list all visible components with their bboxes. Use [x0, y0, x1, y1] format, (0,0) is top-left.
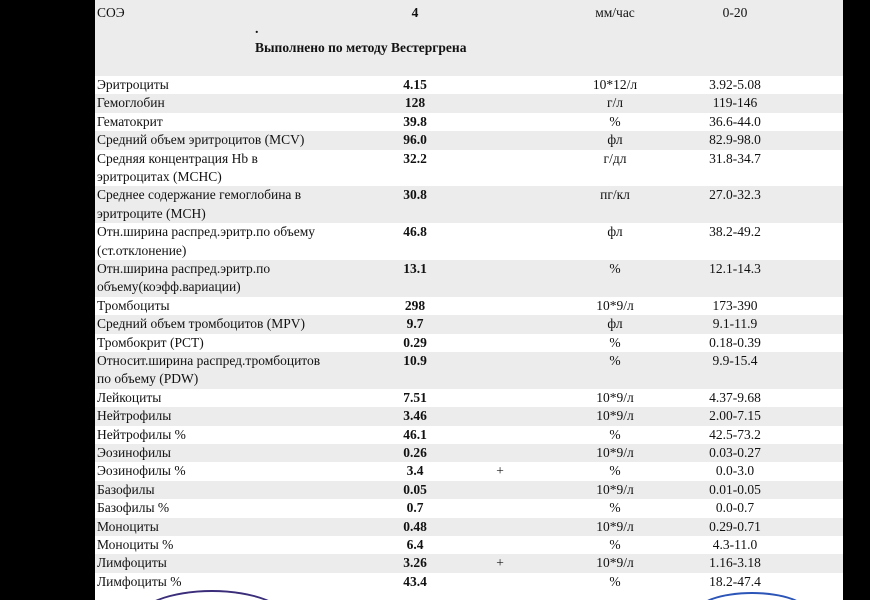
- param-name: Лимфоциты: [97, 555, 167, 571]
- param-value: 39.8: [403, 113, 427, 129]
- param-unit: %: [609, 334, 621, 350]
- param-name: Эритроциты: [97, 77, 169, 92]
- param-name: Нейтрофилы %: [97, 426, 186, 442]
- method-dot: .: [255, 22, 259, 37]
- param-name: Базофилы: [97, 481, 155, 497]
- param-name: Эозинофилы: [97, 445, 171, 460]
- param-value: 43.4: [403, 573, 427, 589]
- stamp-right-partial: [695, 592, 809, 600]
- param-unit: %: [609, 353, 621, 368]
- param-reference: 1.16-3.18: [709, 555, 761, 571]
- table-row: [95, 315, 843, 333]
- table-row: [95, 76, 843, 94]
- param-reference: 31.8-34.7: [709, 150, 761, 166]
- param-name: Лейкоциты: [97, 389, 162, 405]
- param-name: Тромбоциты: [97, 297, 170, 313]
- table-row: [95, 426, 843, 444]
- param-reference: 18.2-47.4: [709, 573, 761, 589]
- param-reference: 0.0-0.7: [715, 500, 755, 516]
- table-row: [95, 444, 843, 462]
- param-reference: 42.5-73.2: [709, 426, 761, 442]
- param-flag: +: [496, 555, 504, 571]
- table-row: [95, 223, 843, 260]
- param-unit: фл: [607, 316, 623, 332]
- param-value: 7.51: [403, 389, 427, 405]
- param-unit: 10*9/л: [596, 518, 634, 534]
- param-reference: 2.00-7.15: [709, 408, 761, 424]
- param-reference: 173-390: [712, 297, 758, 313]
- param-value: 6.4: [406, 537, 424, 552]
- stamp-left-partial: [135, 590, 289, 600]
- param-name: Базофилы %: [97, 500, 170, 516]
- param-name: Эозинофилы %: [97, 463, 186, 479]
- param-value: 96.0: [403, 132, 427, 148]
- table-row: [95, 113, 843, 131]
- param-value: 3.26: [403, 555, 427, 571]
- param-unit: %: [609, 426, 621, 442]
- param-unit: г/л: [606, 95, 624, 111]
- param-value: 32.2: [403, 150, 427, 166]
- param-unit: %: [609, 463, 621, 479]
- table-row: [95, 94, 843, 112]
- param-unit: 10*9/л: [596, 389, 634, 405]
- param-name: Отн.ширина распред.эритр.по объему (ст.отклонение): [97, 224, 316, 258]
- table-row: [95, 131, 843, 149]
- param-value: 0.29: [403, 334, 427, 350]
- param-unit: %: [609, 537, 621, 552]
- table-row: [95, 352, 843, 389]
- param-reference: 0.18-0.39: [709, 334, 761, 350]
- param-name: Гематокрит: [97, 113, 163, 129]
- param-unit: 10*9/л: [596, 481, 634, 497]
- table-row: [95, 518, 843, 536]
- param-unit: %: [609, 500, 621, 516]
- param-unit: 10*9/л: [596, 555, 634, 571]
- param-reference: 0.03-0.27: [709, 445, 761, 460]
- param-reference: 0.29-0.71: [709, 518, 761, 534]
- param-value: 128: [404, 95, 426, 111]
- table-row: [95, 4, 843, 22]
- param-value: 10.9: [403, 353, 427, 368]
- param-value: 0.05: [403, 481, 427, 497]
- table-row: [95, 573, 843, 591]
- param-value: 0.48: [403, 518, 427, 534]
- param-name: Относит.ширина распред.тромбоцитов по объему (PDW): [97, 353, 321, 387]
- param-name: Отн.ширина распред.эритр.по объему(коэфф.вариации): [97, 261, 271, 295]
- param-value: 4.15: [403, 77, 427, 92]
- param-reference: 3.92-5.08: [709, 77, 761, 92]
- param-unit: 10*12/л: [592, 77, 638, 92]
- param-reference: 0.0-3.0: [715, 463, 755, 479]
- param-reference: 27.0-32.3: [709, 187, 761, 203]
- param-value: 3.4: [406, 463, 424, 479]
- param-reference: 0-20: [722, 5, 748, 20]
- param-value: 13.1: [403, 261, 427, 276]
- param-unit: фл: [607, 224, 623, 240]
- param-value: 46.1: [403, 426, 427, 442]
- table-row: [95, 536, 843, 554]
- method-note: Выполнено по методу Вестергрена: [255, 40, 467, 55]
- param-value: 30.8: [403, 187, 427, 203]
- param-name: Нейтрофилы: [97, 408, 172, 424]
- param-value: 0.7: [406, 500, 424, 516]
- table-row: [95, 389, 843, 407]
- param-name: Лимфоциты %: [97, 573, 182, 589]
- param-value: 9.7: [406, 316, 424, 332]
- param-name: СОЭ: [97, 5, 125, 20]
- param-name: Средний объем тромбоцитов (MPV): [97, 316, 306, 332]
- param-name: Среднее содержание гемоглобина в эритроците (MCH): [97, 187, 302, 221]
- param-name: Гемоглобин: [97, 95, 165, 111]
- param-name: Моноциты: [97, 518, 159, 534]
- param-unit: 10*9/л: [596, 445, 634, 460]
- param-name: Средняя концентрация Hb в эритроцитах (MCHC): [97, 150, 258, 184]
- param-reference: 4.3-11.0: [712, 537, 758, 552]
- table-row: [95, 150, 843, 187]
- table-row: [95, 462, 843, 480]
- param-name: Тромбокрит (PCT): [97, 334, 204, 350]
- param-unit: %: [609, 113, 621, 129]
- param-value: 0.26: [403, 445, 427, 460]
- param-value: 298: [404, 297, 426, 313]
- param-reference: 0.01-0.05: [709, 481, 761, 497]
- table-row: [95, 297, 843, 315]
- param-unit: пг/кл: [600, 187, 630, 203]
- param-reference: 9.1-11.9: [712, 316, 758, 332]
- param-value: 4: [411, 5, 419, 20]
- table-row: [95, 499, 843, 517]
- param-unit: %: [609, 573, 621, 589]
- param-reference: 119-146: [712, 95, 758, 111]
- param-reference: 38.2-49.2: [709, 224, 761, 240]
- table-row: [95, 481, 843, 499]
- param-unit: фл: [607, 132, 623, 148]
- param-unit: г/дл: [603, 150, 627, 166]
- param-name: Средний объем эритроцитов (MCV): [97, 132, 305, 148]
- table-row: [95, 334, 843, 352]
- table-row: [95, 407, 843, 425]
- param-flag: +: [496, 463, 504, 479]
- param-reference: 9.9-15.4: [712, 353, 758, 368]
- param-reference: 36.6-44.0: [709, 113, 761, 129]
- table-row: [95, 554, 843, 572]
- param-unit: %: [609, 261, 621, 276]
- param-reference: 4.37-9.68: [709, 389, 761, 405]
- param-value: 3.46: [403, 408, 427, 424]
- lab-results-sheet: [95, 0, 843, 600]
- table-row: [95, 186, 843, 223]
- table-row: [95, 260, 843, 297]
- param-reference: 82.9-98.0: [709, 132, 761, 148]
- param-unit: 10*9/л: [596, 297, 634, 313]
- param-reference: 12.1-14.3: [709, 261, 761, 276]
- param-name: Моноциты %: [97, 537, 174, 552]
- param-unit: мм/час: [595, 5, 635, 20]
- param-value: 46.8: [403, 224, 427, 240]
- param-unit: 10*9/л: [596, 408, 634, 424]
